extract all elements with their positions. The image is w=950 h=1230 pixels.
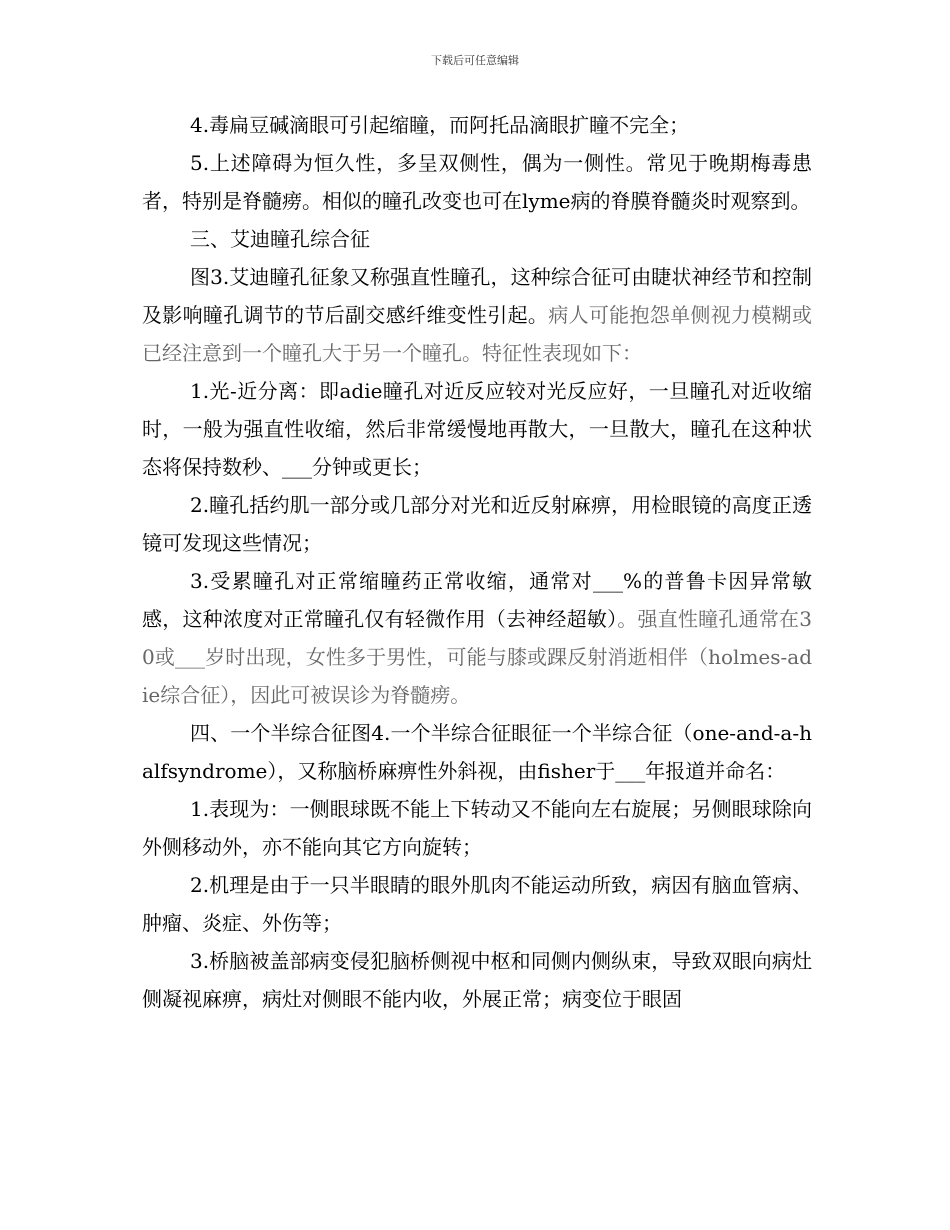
paragraph-adie-intro [142, 258, 812, 372]
document-body [142, 106, 812, 1018]
paragraph-item-4: 4.毒扁豆碱滴眼可引起缩瞳，而阿托品滴眼扩瞳不完全； [190, 113, 690, 137]
section-heading-adie: 三、艾迪瞳孔综合征 [190, 227, 370, 251]
page-header: 下载后可任意编辑 [431, 54, 519, 67]
paragraph-one-half-item-2: 2.机理是由于一只半眼睛的眼外肌肉不能运动所致，病因有脑血管病、肿瘤、炎症、外伤等； [142, 873, 812, 935]
paragraph-adie-item-3-main: 3.受累瞳孔对正常缩瞳药正常收缩，通常对___%的普鲁卡因异常敏感，这种浓度对正常瞳孔仅有轻微作用（去神经超敏） [142, 569, 812, 631]
paragraph-adie-item-2: 2.瞳孔括约肌一部分或几部分对光和近反射麻痹，用检眼镜的高度正透镜可发现这些情况； [142, 493, 812, 555]
paragraph-adie-intro-main: 图3.艾迪瞳孔征象又称强直性瞳孔，这种综合征可由睫状神经节和控制及影响瞳孔调节的节后副交感纤维变性引起。 [142, 265, 812, 327]
paragraph-adie-intro-gray: 病人可能抱怨单侧视力模糊或已经注意到一个瞳孔大于另一个瞳孔。特征性表现如下： [142, 303, 812, 365]
paragraph-adie-item-1: 1.光-近分离：即adie瞳孔对近反应较对光反应好，一旦瞳孔对近收缩时，一般为强直性收缩，然后非常缓慢地再散大，一旦散大，瞳孔在这种状态将保持数秒、___分钟或更长； [142, 379, 812, 479]
paragraph-item-5: 5.上述障碍为恒久性，多呈双侧性，偶为一侧性。常见于晚期梅毒患者，特别是脊髓痨。相似的瞳孔改变也可在lyme病的脊膜脊髓炎时观察到。 [142, 151, 812, 213]
paragraph-adie-item-3-gray: 。强直性瞳孔通常在30或___岁时出现，女性多于男性，可能与膝或踝反射消逝相伴（holmes-adie综合征），因此可被误诊为脊髓痨。 [142, 607, 813, 707]
paragraph-adie-item-3 [142, 562, 812, 714]
paragraph-one-half-item-1: 1.表现为：一侧眼球既不能上下转动又不能向左右旋展；另侧眼球除向外侧移动外，亦不能向其它方向旋转； [142, 797, 812, 859]
section-heading-one-and-a-half: 四、一个半综合征图4.一个半综合征眼征一个半综合征（one-and-a-halfsyndrome），又称脑桥麻痹性外斜视，由fisher于___年报道并命名： [142, 721, 812, 783]
paragraph-one-half-item-3: 3.桥脑被盖部病变侵犯脑桥侧视中枢和同侧内侧纵束，导致双眼向病灶侧凝视麻痹，病灶对侧眼不能内收，外展正常；病变位于眼固 [142, 949, 812, 1011]
